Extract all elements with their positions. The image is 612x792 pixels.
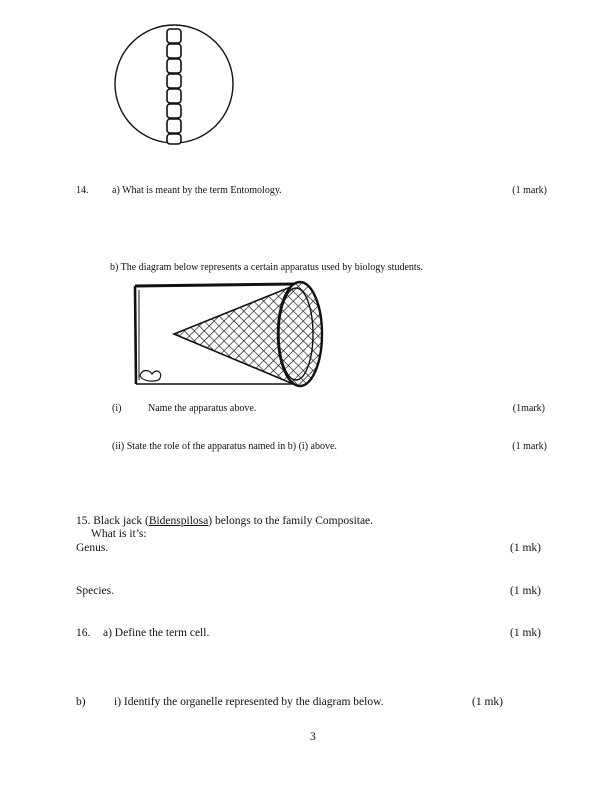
q15-line1-post: ) belongs to the family Compositae. xyxy=(208,515,374,527)
q15-species-marks: (1 mk) xyxy=(510,585,541,597)
q15-scientific-name: Bidenspilosa xyxy=(148,515,209,527)
q15-genus: Genus. xyxy=(76,542,109,554)
q14bi-marks: (1mark) xyxy=(512,403,545,414)
q14a-marks: (1 mark) xyxy=(512,185,547,196)
q16a-text: a) Define the term cell. xyxy=(103,627,210,639)
q16b-label: b) xyxy=(76,696,86,708)
q15-line1-pre: 15. Black jack ( xyxy=(76,515,149,527)
q14bi-text: Name the apparatus above. xyxy=(148,403,257,414)
q14bi-label: (i) xyxy=(112,403,122,414)
q14a-text: a) What is meant by the term Entomology. xyxy=(112,185,282,196)
q16a-marks: (1 mk) xyxy=(510,627,541,639)
q14bii-marks: (1 mark) xyxy=(512,441,547,452)
q14-number: 14. xyxy=(76,185,89,196)
q14b-text: b) The diagram below represents a certain apparatus used by biology students. xyxy=(110,262,424,273)
q14bii-text: (ii) State the role of the apparatus named in b) (i) above. xyxy=(112,441,337,452)
sweep-net-diagram xyxy=(130,276,330,394)
q15-species: Species. xyxy=(76,585,115,597)
q16b-text: i) Identify the organelle represented by the diagram below. xyxy=(114,696,384,708)
q16-number: 16. xyxy=(76,627,91,639)
cell-chain-diagram xyxy=(110,22,240,148)
q15-genus-marks: (1 mk) xyxy=(510,542,541,554)
q15-line1 xyxy=(76,515,373,527)
q15-line2: What is it’s: xyxy=(91,528,147,540)
q16b-marks: (1 mk) xyxy=(472,696,503,708)
page-number: 3 xyxy=(310,731,316,743)
